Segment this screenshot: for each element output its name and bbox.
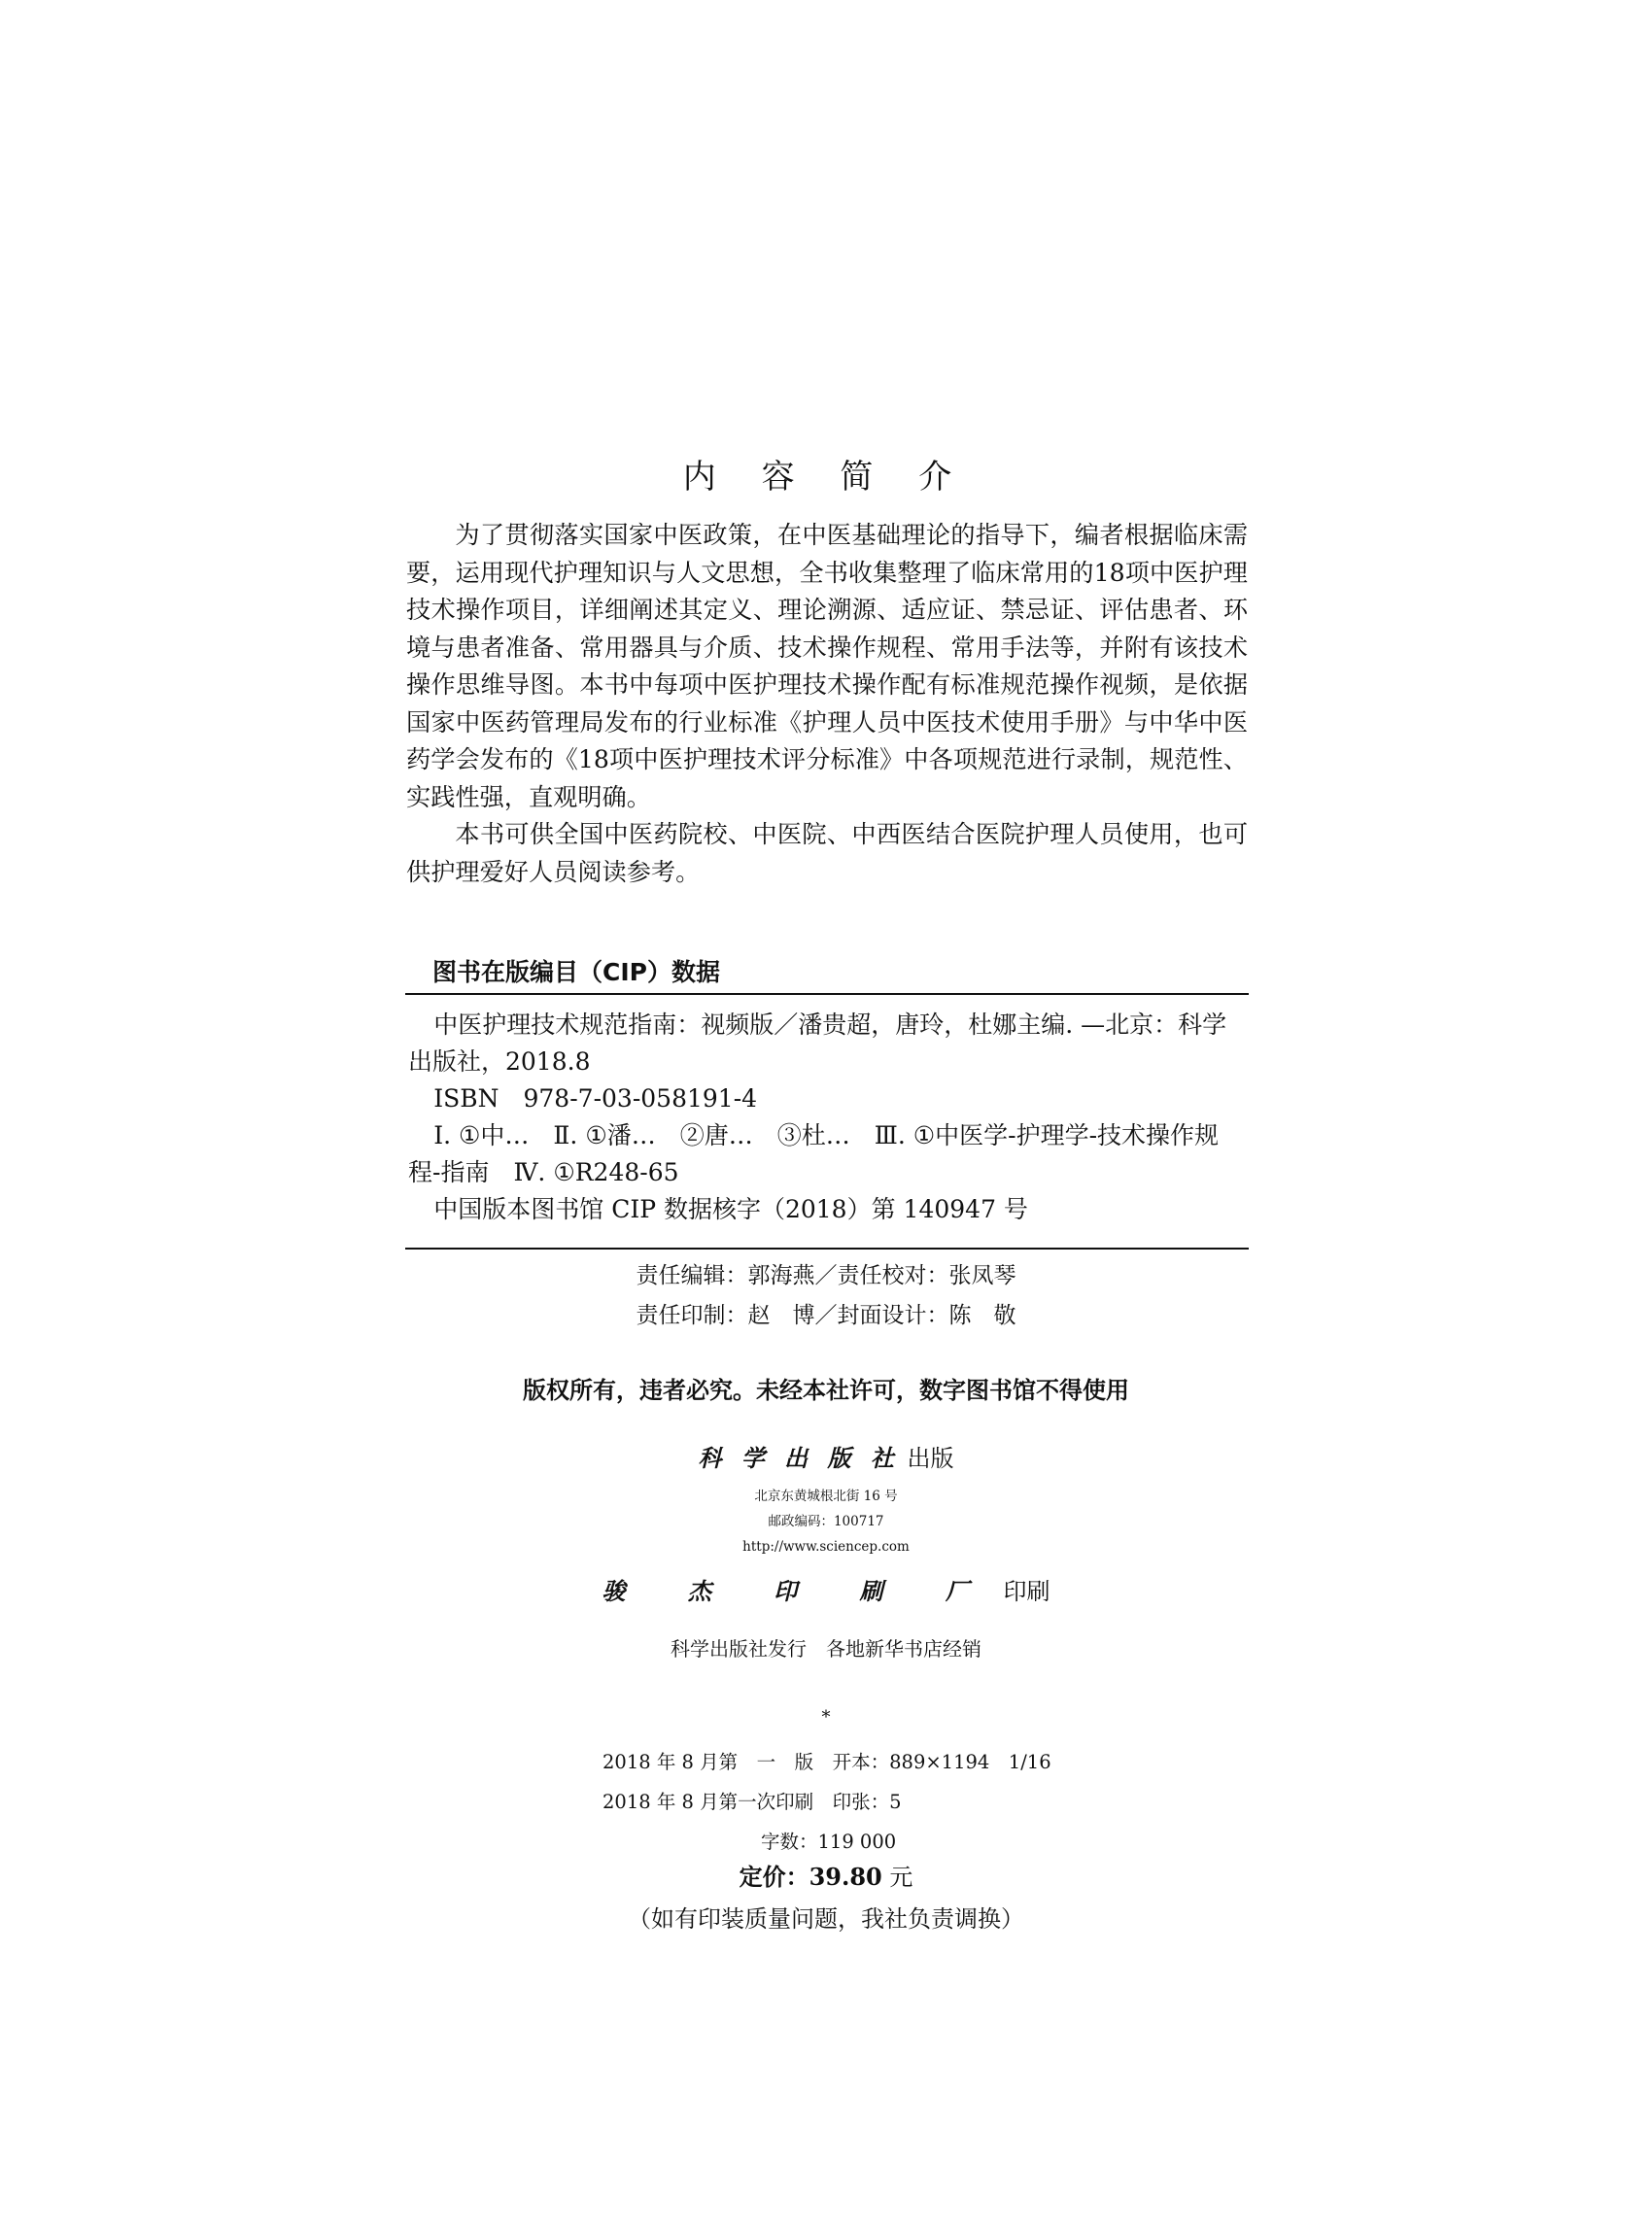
editor-credits-line-2: 责任印制：赵 博／封面设计：陈 敬: [636, 1303, 1016, 1328]
separator-star: *: [821, 1707, 831, 1728]
printer-suffix: 印刷: [1003, 1578, 1050, 1605]
editor-credits-line-1: 责任编辑：郭海燕／责任校对：张凤琴: [636, 1263, 1016, 1288]
price-label: 定价：: [739, 1864, 809, 1891]
cip-classification: Ⅰ. ①中… Ⅱ. ①潘… ②唐… ③杜… Ⅲ. ①中医学-护理学-技术操作规程-指南 Ⅳ. ①R248-65: [408, 1121, 1220, 1186]
cip-top-rule: [405, 993, 1249, 995]
price-value: 39.80: [809, 1863, 882, 1891]
distribution-line: 科学出版社发行 各地新华书店经销: [671, 1637, 981, 1661]
editor-credits: [0, 1256, 1652, 1336]
price-line: [0, 1858, 1652, 1892]
edition-info: [602, 1742, 1088, 1862]
quality-note: （如有印装质量问题，我社负责调换）: [628, 1905, 1024, 1933]
cip-isbn: ISBN 978-7-03-058191-4: [433, 1084, 758, 1113]
cip-data-block: [408, 1007, 1246, 1228]
edition-line-2: 2018 年 8 月第一次印刷 印张：5: [602, 1791, 902, 1813]
rights-notice: 版权所有，违者必究。未经本社许可，数字图书馆不得使用: [523, 1377, 1129, 1404]
publisher-line: [0, 1439, 1652, 1473]
publisher-name: 科 学 出 版 社: [698, 1444, 900, 1472]
publisher-contact: [0, 1484, 1652, 1559]
cip-heading: 图书在版编目（CIP）数据: [432, 958, 720, 986]
edition-word-count: 字数：119 000: [761, 1831, 897, 1853]
publisher-suffix: 出版: [907, 1445, 954, 1472]
cip-bottom-rule: [405, 1248, 1249, 1250]
printer-line: [0, 1572, 1652, 1606]
price-unit: 元: [889, 1864, 913, 1891]
intro-text: [406, 517, 1248, 891]
publisher-url: http://www.sciencep.com: [742, 1539, 910, 1555]
edition-line-1: 2018 年 8 月第 一 版 开本：889×1194 1/16: [602, 1751, 1051, 1773]
intro-paragraph-2: 本书可供全国中医药院校、中医院、中西医结合医院护理人员使用，也可供护理爱好人员阅读参考。: [406, 820, 1248, 886]
publisher-postcode: 邮政编码：100717: [768, 1514, 884, 1529]
printer-name: 骏 杰 印 刷 厂: [602, 1577, 996, 1605]
page-title: 内 容 简 介: [682, 458, 970, 497]
intro-paragraph-1: 为了贯彻落实国家中医政策，在中医基础理论的指导下，编者根据临床需要，运用现代护理知识与人文思想，全书收集整理了临床常用的18项中医护理技术操作项目，详细阐述其定义、理论溯源、适应证、禁忌证、评估患者、环境与患者准备、常用器具与介质、技术操作规程、常用手法等，并附有该技术操作思维导图。本书中每项中医护理技术操作配有标准规范操作视频，是依据国家中医药管理局发布的行业标准《护理人员中医技术使用手册》与中华中医药学会发布的《18项中医护理技术评分标准》中各项规范进行录制，规范性、实践性强，直观明确。: [406, 521, 1248, 811]
publisher-address: 北京东黄城根北街 16 号: [754, 1489, 898, 1504]
cip-entry: 中医护理技术规范指南：视频版／潘贵超，唐玲，杜娜主编. —北京：科学出版社，2018.8: [408, 1011, 1227, 1076]
cip-record-number: 中国版本图书馆 CIP 数据核字（2018）第 140947 号: [433, 1195, 1028, 1223]
